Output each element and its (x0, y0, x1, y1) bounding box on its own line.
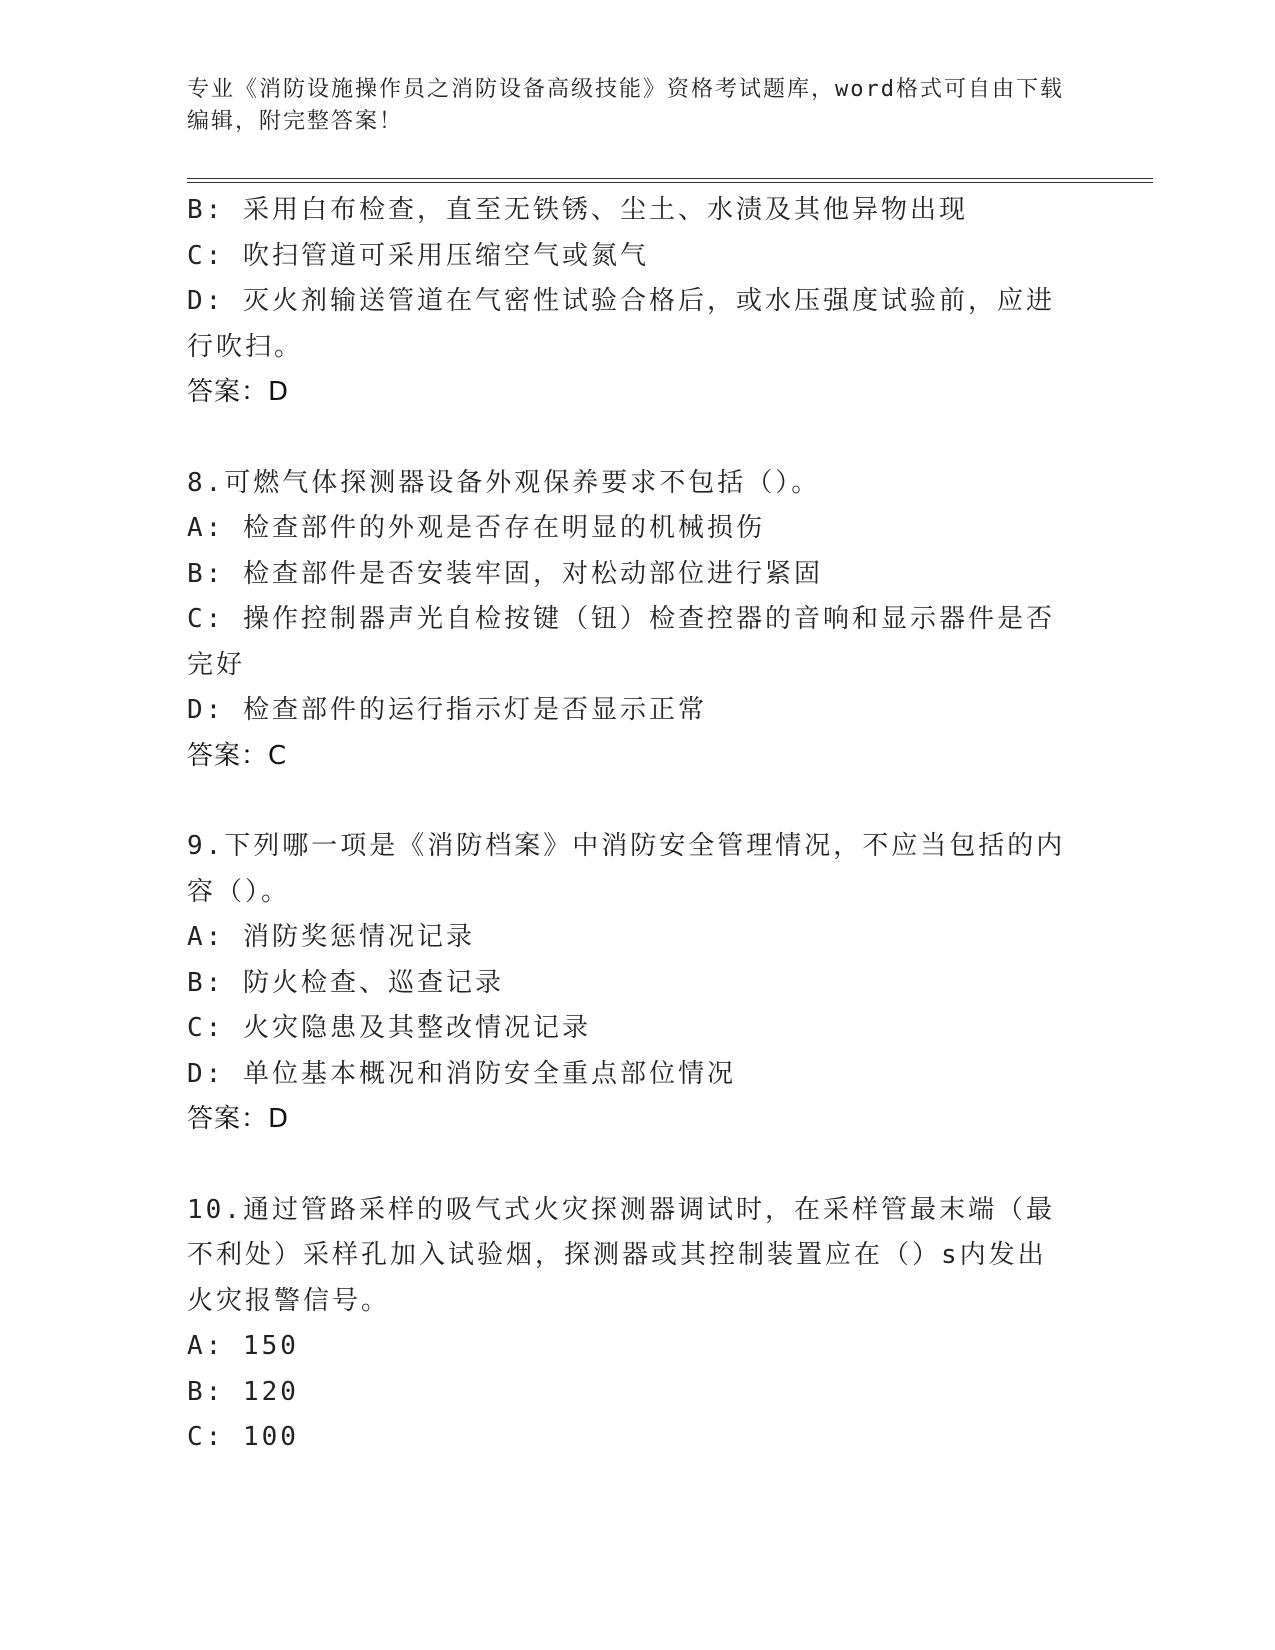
answer-label: 答案：D (187, 377, 290, 407)
answer-label: 答案：C (187, 740, 288, 771)
question-text: 8.可燃气体探测器设备外观保养要求不包括（）。 (187, 467, 821, 498)
question-text: 9.下列哪一项是《消防档案》中消防安全管理情况，不应当包括的内容（）。 (187, 831, 1066, 907)
option-c: C: 操作控制器声光自检按键（钮）检查控器的音响和显示器件是否完好 (187, 604, 1055, 680)
question-list (187, 188, 1067, 1461)
option-c: C: 火灾隐患及其整改情况记录 (187, 1013, 591, 1043)
header-divider-top (187, 178, 1153, 179)
question-block (187, 461, 1067, 780)
question-block (187, 188, 1067, 416)
block-spacer (187, 779, 1067, 824)
question-block (187, 824, 1067, 1143)
question-block (187, 1188, 1067, 1461)
block-spacer (187, 416, 1067, 461)
option-c: C: 吹扫管道可采用压缩空气或氮气 (187, 240, 649, 271)
header-divider-bottom (187, 182, 1153, 183)
block-spacer (187, 1143, 1067, 1188)
option-a: A: 消防奖惩情况记录 (187, 922, 475, 952)
option-b: B: 检查部件是否安装牢固，对松动部位进行紧固 (187, 558, 823, 589)
question-text: 10.通过管路采样的吸气式火灾探测器调试时，在采样管最末端（最不利处）采样孔加入试验烟，探测器或其控制装置应在（）s内发出火灾报警信号。 (187, 1194, 1055, 1316)
answer-label: 答案：D (187, 1104, 290, 1134)
option-a: A: 检查部件的外观是否存在明显的机械损伤 (187, 513, 765, 543)
option-b: B: 防火检查、巡查记录 (187, 967, 504, 998)
option-b: B: 采用白布检查，直至无铁锈、尘土、水渍及其他异物出现 (187, 195, 968, 225)
option-d: D: 检查部件的运行指示灯是否显示正常 (187, 695, 707, 725)
option-d: D: 灭火剂输送管道在气密性试验合格后，或水压强度试验前，应进行吹扫。 (187, 286, 1055, 362)
option-b: B: 120 (187, 1376, 299, 1407)
document-header: 专业《消防设施操作员之消防设备高级技能》资格考试题库，word格式可自由下载编辑，附完整答案！ (187, 77, 1064, 134)
option-a: A: 150 (187, 1331, 299, 1361)
option-d: D: 单位基本概况和消防安全重点部位情况 (187, 1058, 736, 1089)
option-c: C: 100 (187, 1422, 299, 1452)
